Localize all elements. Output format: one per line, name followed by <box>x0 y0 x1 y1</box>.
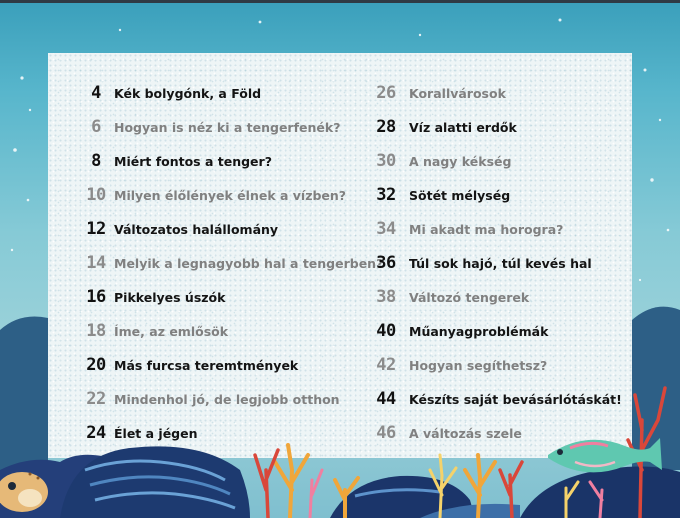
toc-entry[interactable] <box>78 178 368 212</box>
chapter-title: Milyen élőlények élnek a vízben? <box>114 187 347 203</box>
chapter-title: Sötét mélység <box>409 187 511 203</box>
page-number: 20 <box>86 355 106 375</box>
chapter-title: Melyik a legnagyobb hal a tengerben? <box>114 255 384 271</box>
chapter-title: Korallvárosok <box>409 85 506 101</box>
chapter-title: Íme, az emlősök <box>114 323 229 339</box>
chapter-title: Kék bolygónk, a Föld <box>114 85 262 101</box>
toc-entry[interactable] <box>373 382 622 416</box>
toc-entry[interactable] <box>78 280 368 314</box>
toc-entry[interactable] <box>78 416 368 450</box>
chapter-title: Pikkelyes úszók <box>114 289 226 305</box>
toc-entry[interactable] <box>373 178 618 212</box>
page-number: 36 <box>376 253 396 273</box>
chapter-title: Készíts saját bevásárlótáskát! <box>409 391 622 407</box>
page-number: 28 <box>376 117 396 137</box>
chapter-title: Miért fontos a tenger? <box>114 153 272 169</box>
toc-entry[interactable] <box>373 348 618 382</box>
page-number: 46 <box>376 423 396 443</box>
page-number: 30 <box>376 151 396 171</box>
toc-entry[interactable] <box>78 144 368 178</box>
chapter-title: Műanyagproblémák <box>409 323 549 339</box>
page-number: 32 <box>376 185 396 205</box>
toc-entry[interactable] <box>373 314 618 348</box>
toc-entry[interactable] <box>373 76 618 110</box>
toc-entry[interactable] <box>78 348 368 382</box>
page-number: 8 <box>91 151 101 171</box>
toc-entry[interactable] <box>78 314 368 348</box>
page-number: 24 <box>86 423 106 443</box>
chapter-title: Mindenhol jó, de legjobb otthon <box>114 391 340 407</box>
page-number: 18 <box>86 321 106 341</box>
page-number: 10 <box>86 185 106 205</box>
toc-entry[interactable] <box>373 416 618 450</box>
page-number: 14 <box>86 253 106 273</box>
chapter-title: Változó tengerek <box>409 289 530 305</box>
chapter-title: Túl sok hajó, túl kevés hal <box>409 255 592 271</box>
chapter-title: Élet a jégen <box>114 425 198 441</box>
chapter-title: Változatos halállomány <box>114 221 279 237</box>
chapter-title: Más furcsa teremtmények <box>114 357 299 373</box>
chapter-title: A változás szele <box>409 425 522 441</box>
toc-entry[interactable] <box>373 144 618 178</box>
page-number: 40 <box>376 321 396 341</box>
page-number: 42 <box>376 355 396 375</box>
toc-entry[interactable] <box>373 212 618 246</box>
toc-entry[interactable] <box>373 246 618 280</box>
page-number: 34 <box>376 219 396 239</box>
page-number: 38 <box>376 287 396 307</box>
page-number: 26 <box>376 83 396 103</box>
page-number: 22 <box>86 389 106 409</box>
page-number: 16 <box>86 287 106 307</box>
toc-left-column <box>78 76 384 450</box>
page-number: 12 <box>86 219 106 239</box>
toc-entry[interactable] <box>373 110 618 144</box>
chapter-title: Mi akadt ma horogra? <box>409 221 564 237</box>
toc-entry[interactable] <box>78 212 368 246</box>
page-number: 4 <box>91 83 101 103</box>
chapter-title: Hogyan is néz ki a tengerfenék? <box>114 119 341 135</box>
page-number: 44 <box>376 389 396 409</box>
toc-entry[interactable] <box>78 246 384 280</box>
chapter-title: Víz alatti erdők <box>409 119 517 135</box>
toc-entry[interactable] <box>78 76 368 110</box>
chapter-title: Hogyan segíthetsz? <box>409 357 548 373</box>
toc-entry[interactable] <box>78 110 368 144</box>
toc-entry[interactable] <box>78 382 368 416</box>
toc-entry[interactable] <box>373 280 618 314</box>
page-number: 6 <box>91 117 101 137</box>
chapter-title: A nagy kékség <box>409 153 512 169</box>
toc-right-column <box>373 76 622 450</box>
